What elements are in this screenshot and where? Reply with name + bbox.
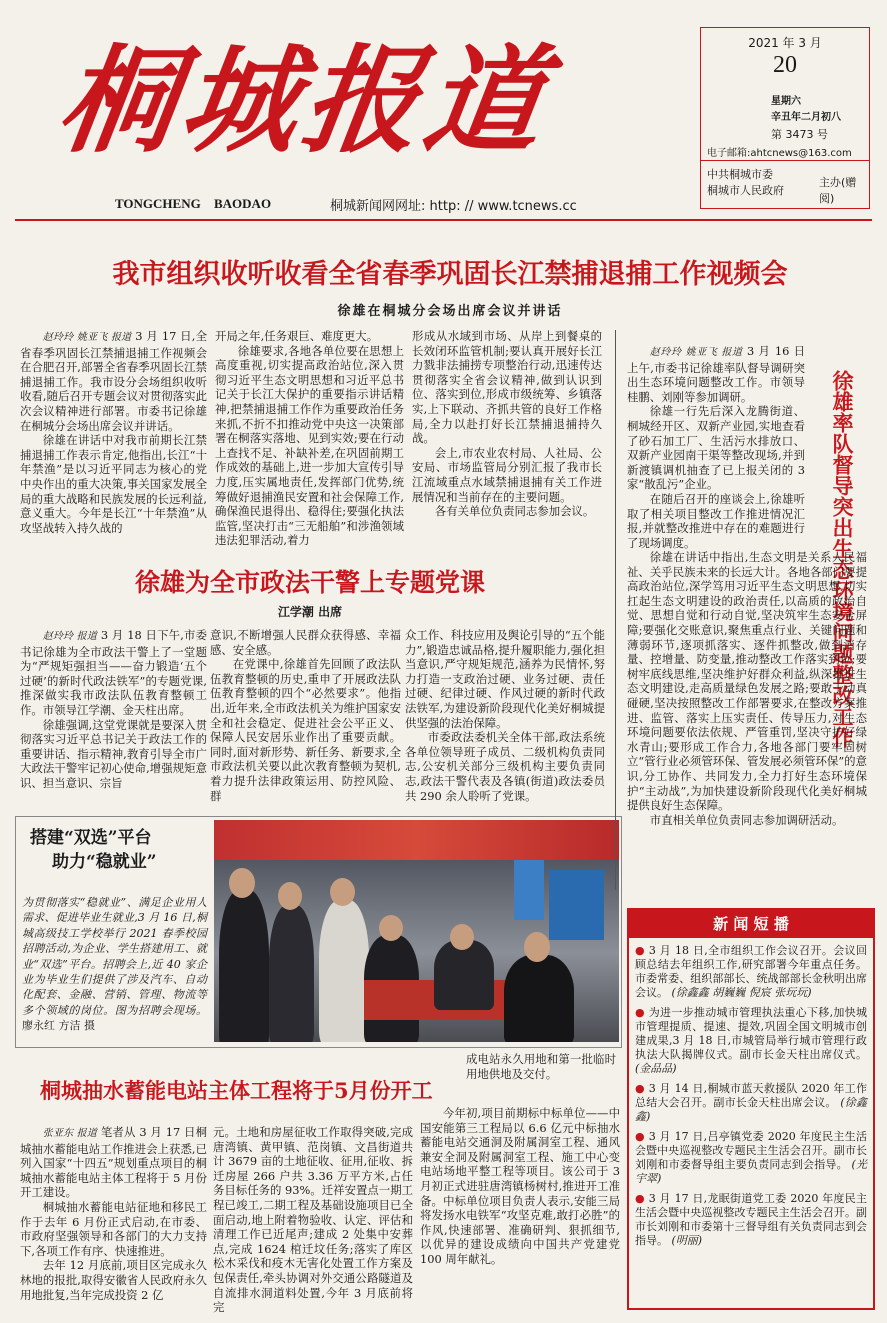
job-fair-photo	[214, 820, 619, 1042]
article4-byline: 赵玲玲 姚亚飞 报道	[649, 347, 743, 358]
paragraph: 去年 12 月底前,项目区完成永久林地的报批,取得安徽省人民政府永久用地批复,当年完成投资 2 亿	[20, 1258, 207, 1302]
photo-credit: 廖永红 方洁 摄	[22, 1019, 95, 1033]
news-briefs-header: 新 闻 短 播	[629, 910, 873, 938]
photo-head	[450, 924, 474, 950]
paragraph: 众工作、科技应用及舆论引导的“五个能力”,锻造忠诚品格,提升履职能力,强化担当意识,严守规矩规范,涵养为民情怀,努力打造一支政治过硬、业务过硬、责任过硬、纪律过硬、作风过硬的新时代政法铁军,为建设新阶段现代化美好桐城提供坚强的法治保障。	[405, 628, 605, 730]
article3-column2	[213, 1125, 413, 1315]
bullet-icon: ●	[635, 1192, 645, 1205]
bullet-icon: ●	[635, 1006, 645, 1019]
photo-head	[524, 932, 550, 962]
paragraph: 徐雄强调,这堂党课就是要深入贯彻落实习近平总书记关于政法工作的重要讲话、指示精神,教育引导全市广大政法干警牢记初心使命,增强规矩意识、担当意识、宗旨	[20, 717, 207, 790]
photo-title-line2: 助力“稳就业”	[52, 852, 157, 872]
website-label[interactable]: 桐城新闻网网址: http: // www.tcnews.cc	[330, 199, 577, 214]
sponsor-suffix: 主办(赠阅)	[819, 176, 857, 205]
paragraph: 笔者从 3 月 17 日桐城抽水蓄能电站工作推进会上获悉,已列入国家“十四五”规划重点项目的桐城抽水蓄能电站主体工程将于 5 月份开工建设。	[20, 1125, 207, 1200]
pinyin-right: BAODAO	[214, 196, 272, 211]
article1-headline: 我市组织收听收看全省春季巩固长江禁捕退捕工作视频会	[112, 259, 788, 290]
paragraph: 3 月 18 日下午,市委书记徐雄为全市政法干警上了一堂题为“严规矩强担当——奋力锻造‘五个过硬’的新时代政法铁军”的专题党课,推深做实我市政法队伍教育整顿工作。市领导江学潮、金天柱出席。	[20, 628, 207, 717]
brief-text: 3 月 14 日,桐城市蓝天救援队 2020 年工作总结大会召开。副市长金天柱出席会议。	[635, 1082, 868, 1109]
masthead-char: 报	[294, 33, 436, 169]
weekday: 星期六	[771, 96, 801, 107]
photo-person	[504, 955, 574, 1042]
masthead-char: 桐	[50, 33, 192, 169]
brief-text: 3 月 18 日,全市组织工作会议召开。会议回顾总结去年组织工作,研究部署今年重点任务。市委常委、组织部部长、统战部部长金秋明出席会议。	[635, 944, 867, 999]
caption-text: 为贯彻落实“稳就业”、满足企业用人需求、促进毕业生就业,3 月 16 日,桐城高级技工学校举行 2021 春季校园招聘活动,为企业、学生搭建用工、就业“双选”平台。招聘会上,近 40 家企业为毕业生们提供了涉及汽车、自动化配套、金融、营销、管理、物流等多个领域的岗位。图为招聘会现场。	[22, 896, 207, 1017]
date-year-month: 2021 年 3 月	[748, 36, 822, 50]
brief-text: 为进一步推动城市管理执法重心下移,加快城市管理提质、提速、提效,巩固全国文明城市创建成果,3 月 18 日,市城管局举行城市管理行政执法大队揭牌仪式。副市长金天柱出席仪式。	[635, 1006, 867, 1061]
news-brief-item	[635, 1192, 867, 1248]
article1-byline: 赵玲玲 姚亚飞 报道	[42, 332, 132, 343]
news-brief-item	[635, 1082, 867, 1124]
photo-person	[219, 890, 269, 1042]
article2-column1	[20, 628, 207, 791]
news-briefs-box	[627, 908, 875, 1310]
masthead-char: 城	[172, 33, 314, 169]
article2-subhead: 江学潮 出席	[277, 605, 343, 619]
pinyin-left: TONGCHENG	[115, 196, 201, 211]
brief-credit: (徐鑫鑫 胡巍巍 倪宸 张玩玩)	[671, 986, 812, 999]
masthead-rule	[15, 219, 872, 221]
paragraph: 各有关单位负责同志参加会议。	[434, 504, 595, 519]
paragraph: 成电站永久用地和第一批临时用地供地及交付。	[466, 1052, 616, 1081]
lunar-date: 辛丑年二月初八	[771, 112, 841, 123]
photo-poster	[549, 870, 604, 940]
brief-credit: (金品品)	[635, 1062, 677, 1075]
article3-headline: 桐城抽水蓄能电站主体工程将于5月份开工	[40, 1078, 433, 1103]
photo-head	[330, 878, 355, 906]
article3-column3b	[420, 1106, 620, 1267]
photo-head	[229, 868, 255, 898]
paragraph: 3 月 17 日,全省春季巩固长江禁捕退捕工作视频会在合肥召开,部署全省春季巩固长江禁捕退捕工作。我市设分会场组织收听收看,随后召开专题会议对贯彻落实此次会议精神进行部署。市委书记徐雄在桐城分会场出席会议并讲话。	[20, 329, 208, 433]
paragraph: 徐雄要求,各地各单位要在思想上高度重视,切实提高政治站位,深入贯彻习近平生态文明思想和习近平总书记关于长江大保护的重要指示讲话精神,把禁捕退捕工作作为重要政治任务来抓,不折不扣推动党中央这一决策部署在桐落实落地、见到实效;要在行动上查找不足、补缺补差,在巩固前期工作成效的基础上,进一步加大宣传引导力度,压实属地责任,发挥部门优势,统筹做好退捕渔民安置和社会保障工作,确保渔民退得出、稳得住;要强化执法监管,坚决打击“三无船舶”和涉渔领域违法犯罪活动,着力	[215, 343, 404, 548]
article1-subhead: 徐雄在桐城分会场出席会议并讲话	[337, 304, 563, 319]
photo-story-title	[30, 826, 210, 874]
photo-person	[319, 900, 369, 1042]
sponsor-line2: 桐城市人民政府	[707, 184, 784, 197]
paragraph: 形成从水域到市场、从岸上到餐桌的长效闭环监管机制;要认真开展好长江力戮非法捕捞专项整治行动,迅速传达贯彻落实全省会议精神,做到认识到位、落实到位,形成市级统筹、乡镇落实,上下联动、齐抓共管的良好工作格局,全力以赴打好长江禁捕退捕持久战。	[412, 329, 602, 446]
news-brief-item	[635, 1130, 867, 1186]
paragraph: 桐城抽水蓄能电站征地和移民工作于去年 6 月份正式启动,在市委、市政府坚强领导和各部门的大力支持下,各项工作有序、快速推进。	[20, 1199, 207, 1258]
masthead-logo	[49, 26, 670, 176]
paragraph: 市委政法委机关全体干部,政法系统各单位领导班子成员、二级机构负责同志,公安机关部分三级机构主要负责同志,政法干警代表及各镇(街道)政法委员共 290 余人聆听了党课。	[405, 730, 605, 803]
brief-credit: (明丽)	[671, 1234, 703, 1247]
photo-caption	[22, 895, 207, 1034]
article4-column-bottom	[627, 550, 867, 827]
photo-title-line1: 搭建“双选”平台	[30, 828, 152, 848]
brief-credit: (光宇翠)	[635, 1158, 868, 1185]
paragraph: 徐雄一行先后深入龙腾街道、桐城经开区、双新产业园,实地查看了砂石加工厂、生活污水排放口、双新产业园南干渠等整改现场,并到新渡镇调机抽查了已上报关闭的 3 家“散乱污”企业。	[627, 404, 805, 492]
paragraph: 今年初,项目前期标中标单位——中国安能第三工程局以 6.6 亿元中标抽水蓄能电站交通洞及附属洞室工程、通风兼安全洞及附属洞室工程、施工中心变电站场地平整工程等项目。该公司于 3 月初正式进驻唐湾镇杨树村,推进开工准备。中标单位项目负责人表示,安能三局将发扬水电铁军“攻坚克难,敢打必胜”的作风,快速部署、准确研判、狠抓细节,以优异的建设成绩向中国共产党建党 100 周年献礼。	[420, 1106, 620, 1266]
brief-text: 3 月 17 日,龙眠街道党工委 2020 年度民主生活会暨中央巡视整改专题民主生活会召开。副市长刘刚和市委第十三督导组有关负责同志到会指导。	[635, 1192, 868, 1247]
paragraph: 元。土地和房屋征收工作取得突破,完成唐湾镇、黄甲镇、范岗镇、文昌街道共计 3679 亩的土地征收、征用,征收、拆迁房屋 266 户共 3.36 万平方米,占任务目标任务的 93%。迁祥安置点一期工程已竣工,二期工程及基础设施项目已全面启动,地上附着物验收、认定、评估和清理工作已近尾声;建成 2 处集中安葬点,完成 1624 棺迁坟任务;落实了库区松木采伐和疫木无害化处置工作方案及包保责任,牵头协调对外交通公路隧道及自流排水洞道料处置,今年 3 月底前将完	[213, 1125, 413, 1315]
photo-banner	[214, 820, 619, 860]
photo-person	[269, 905, 314, 1042]
masthead-char: 道	[416, 33, 558, 169]
brief-text: 3 月 17 日,吕亭镇党委 2020 年度民主生活会暨中央巡视整改专题民主生活会召开。副市长刘刚和市委督导组主要负责同志到会指导。	[635, 1130, 868, 1171]
paragraph: 在随后召开的座谈会上,徐雄听取了相关项目整改工作推进情况汇报,并就整改推进中存在的难题进行了现场调度。	[627, 491, 805, 550]
bullet-icon: ●	[635, 1130, 645, 1143]
article1-column2	[215, 329, 404, 548]
date-info-box	[700, 27, 870, 209]
news-brief-item	[635, 1006, 867, 1076]
paragraph: 市直相关单位负责同志参加调研活动。	[649, 812, 844, 827]
article3-column3a	[466, 1052, 616, 1081]
paragraph: 徐雄在讲话中对我市前期长江禁捕退捕工作表示肯定,他指出,长江“十年禁渔”是以习近平同志为核心的党中央作出的重大决策,事关国家发展全局的重大战略和民族发展的长远利益,意义重大。今年是长江“十年禁渔”从攻坚战转入持久战的	[20, 433, 207, 535]
article1-column1	[20, 329, 207, 535]
photo-head	[278, 882, 302, 910]
article4-vertical-headline: 徐雄率队督导突出生态环境问题整改工作	[830, 370, 855, 748]
article2-headline: 徐雄为全市政法干警上专题党课	[134, 568, 485, 597]
paragraph: 3 月 16 日上午,市委书记徐雄率队督导调研突出生态环境问题整改工作。市领导桂鹏、刘刚等参加调研。	[627, 344, 806, 404]
paragraph: 徐雄在讲话中指出,生态文明是关系人民福祉、关乎民族未来的长远大计。各地各部门要提高政治站位,深学笃用习近平生态文明思想,切实扛起生态文明建设的政治责任,以高质的政治自觉、思想自觉和行动自觉,坚决筑牢生态安全屏障;要强化交账意识,聚焦重点行业、关键问题和薄弱环节,逐项抓落实、逐件抓整改,做到消存量、控增量、防变量,推动整改工作落实到位;要树牢底线思维,坚决维护好群众利益,纵深推进生态文明建设,走高质量绿色发展之路;要敢于动真碰硬,坚决按照整改工作部署要求,在整改方案推进、监管、落实上压实责任、传导压力,对生态环境问题要依法依规、严管重罚,坚决守护好绿水青山;要形成工作合力,各地各部门要牢固树立“管行业必须管环保、管发展必须管环保”的意识,分工协作、共同发力,全力打好生态环境保护“主动战”,为加快建设新阶段现代化美好桐城提供良好生态保障。	[627, 550, 867, 813]
issue-number: 第 3473 号	[771, 128, 828, 141]
paragraph: 开局之年,任务艰巨、难度更大。	[215, 329, 379, 343]
sponsor-line1: 中共桐城市委	[707, 168, 773, 181]
article2-column2	[210, 628, 401, 803]
article2-byline: 赵玲玲 报道	[42, 631, 98, 642]
paragraph: 在党课中,徐雄首先回顾了政法队伍教育整顿的历史,重申了开展政法队伍教育整顿的四个“必然要求”。他指出,近年来,全市政法机关为维护国家安全和社会稳定、促进社会公平正义、保障人民安居乐业作出了重要贡献。同时,面对新形势、新任务、新要求,全市政法机关要以此次教育整顿为契机,着力提升法律政策运用、防控风险、群	[210, 657, 401, 803]
article3-column1	[20, 1125, 207, 1302]
paragraph: 意识,不断增强人民群众获得感、幸福感、安全感。	[210, 628, 401, 657]
bullet-icon: ●	[635, 1082, 645, 1095]
email[interactable]: 电子邮箱:ahtcnews@163.com	[707, 148, 852, 159]
column-divider	[615, 330, 616, 890]
article4-column-top	[627, 344, 805, 550]
article3-byline: 张亚东 报道	[42, 1128, 98, 1139]
brief-credit: (徐鑫鑫)	[635, 1096, 868, 1123]
bullet-icon: ●	[635, 944, 645, 957]
news-brief-item	[635, 944, 867, 1000]
photo-head	[379, 915, 403, 941]
paragraph: 会上,市农业农村局、人社局、公安局、市场监管局分别汇报了我市长江流域重点水域禁捕退捕有关工作进展情况和当前存在的主要问题。	[412, 445, 602, 504]
article2-column3	[405, 628, 605, 803]
date-day: 20	[773, 52, 797, 78]
article1-column3	[412, 329, 602, 519]
photo-person	[434, 940, 494, 1010]
photo-poster	[514, 860, 544, 920]
